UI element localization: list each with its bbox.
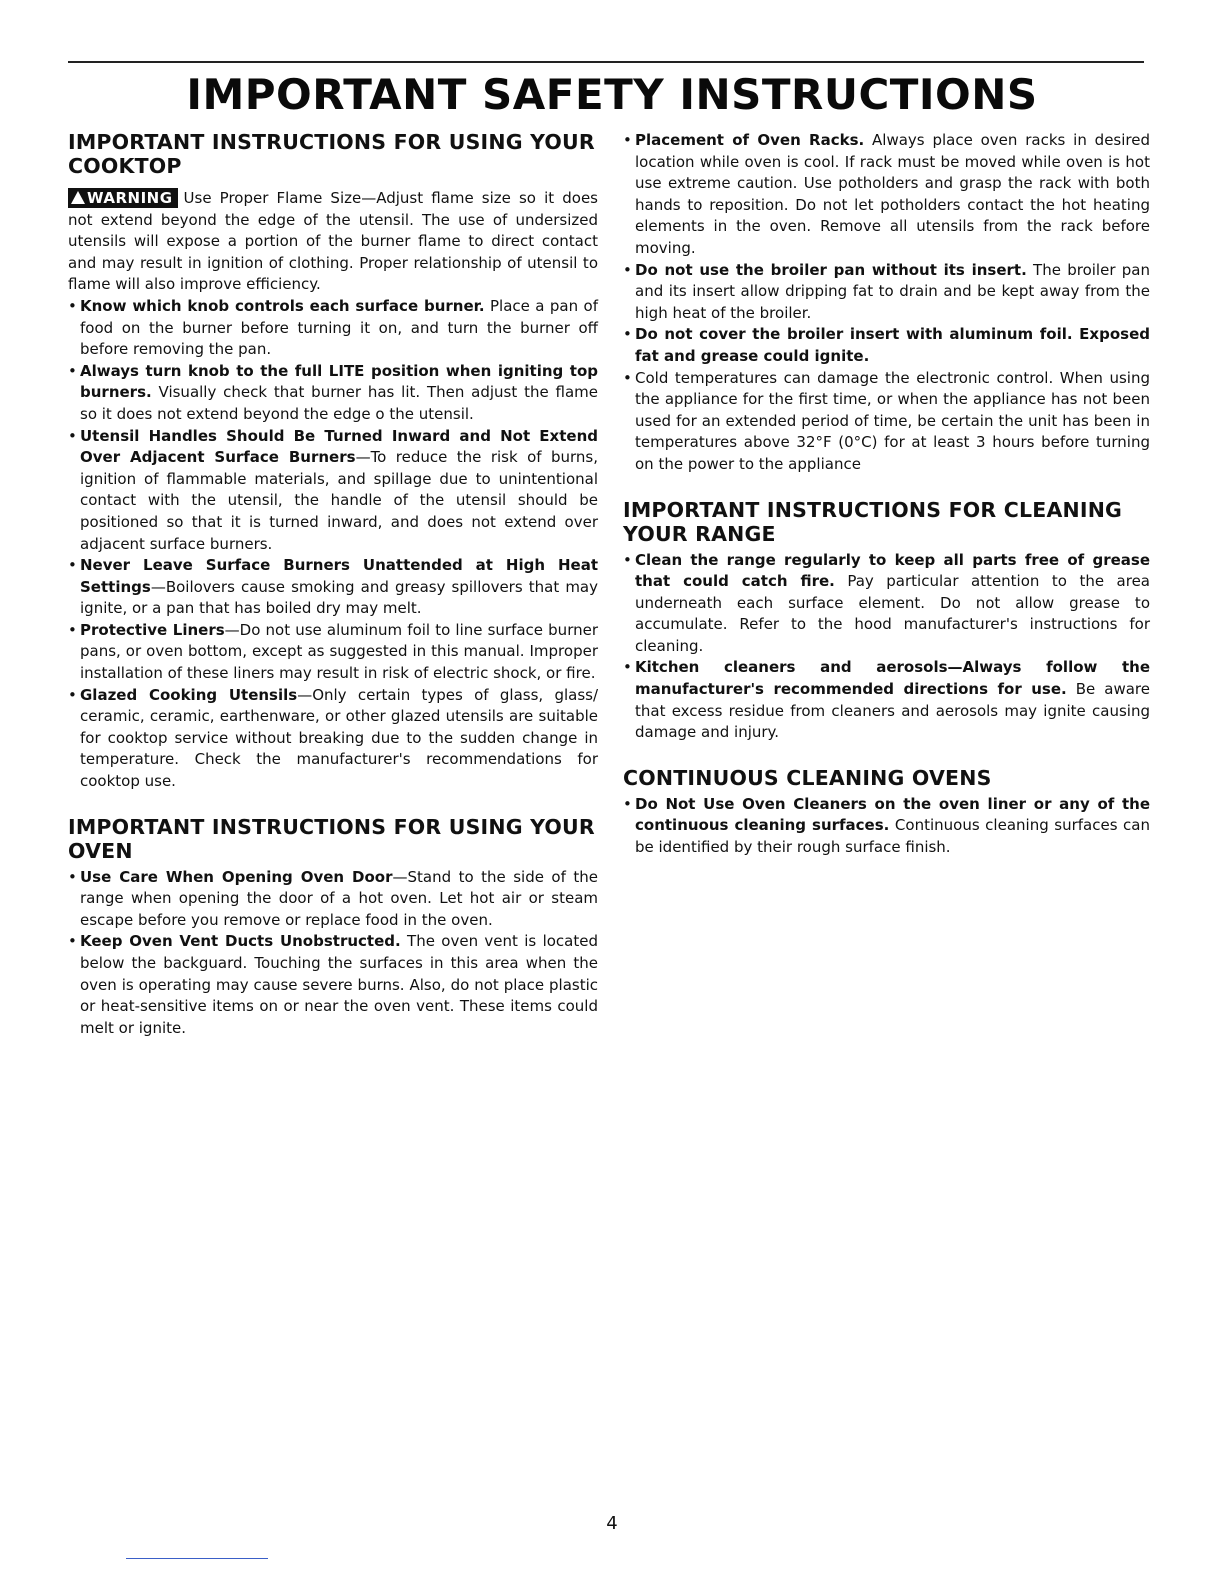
bullet-bold-text: Utensil Handles Should Be Turned Inward and Not Extend Over Adjacent Surface Burners (80, 426, 598, 467)
page-number: 4 (606, 1513, 618, 1534)
continuous-heading: CONTINUOUS CLEANING OVENS (623, 765, 992, 790)
cleaning-list (623, 550, 1150, 744)
bullet-text: —Only certain types of glass, glass/ ceramic, ceramic, earthenware, or other glazed utensils are suitable for cooktop service without breaking due to the sudden change in temperature. Check the manufacturer's recommendations for cooktop use. (80, 685, 599, 791)
bullet-item (68, 620, 598, 685)
bullet-bold-text: Use Care When Opening Oven Door (80, 867, 393, 886)
cleaning-heading: IMPORTANT INSTRUCTIONS FOR CLEANING YOUR RANGE (623, 497, 1123, 546)
bullet-item (68, 296, 598, 361)
warning-text: Use Proper Flame Size—Adjust flame size so it does not extend beyond the edge of the utensil. The use of undersized utensils will expose a portion of the burner flame to direct contact and may result in ignition of clothing. Proper relationship of utensil to flame will also improve efficiency. (68, 189, 598, 294)
bullet-bold-text: Do not cover the broiler insert with aluminum foil. Exposed fat and grease could ignite. (635, 325, 1150, 365)
bullet-icon: • (68, 361, 77, 380)
bullet-icon: • (623, 794, 632, 813)
bullet-text: —Stand to the side of the range when opening the door of a hot oven. Let hot air or steam escape before you remove or replace food in the oven. (80, 867, 598, 929)
bullet-icon: • (68, 426, 77, 445)
bullet-text: The oven vent is located below the backguard. Touching the surfaces in this area when the oven is operating may cause severe burns. Also, do not place plastic or heat-sensitive items on or near the oven vent. These items could melt or ignite. (80, 932, 598, 1037)
bullet-icon: • (68, 685, 77, 704)
bullet-text: Pay particular attention to the area underneath each surface element. Do not allow grease to accumulate. Refer to the hood manufacturer's instructions for cleaning. (635, 572, 1150, 655)
left-column (68, 130, 598, 1039)
bullet-icon: • (68, 932, 77, 951)
bullet-bold-text: Protective Liners (80, 620, 225, 639)
warning-paragraph (68, 188, 598, 296)
bullet-icon: • (68, 296, 77, 315)
bullet-item (68, 685, 598, 793)
bullet-text: The broiler pan and its insert allow dripping fat to drain and be kept away from the high heat of the broiler. (635, 260, 1150, 322)
bullet-bold-text: Know which knob controls each surface burner. (80, 296, 485, 315)
bullet-icon: • (623, 368, 632, 387)
bullet-icon: • (68, 556, 77, 575)
continuous-list (623, 794, 1150, 859)
bullet-icon: • (623, 658, 632, 677)
bullet-bold-text: Do not use the broiler pan without its insert. (635, 260, 1027, 279)
oven-cont-list (623, 130, 1150, 476)
warning-badge (68, 188, 178, 208)
bullet-icon: • (623, 131, 632, 149)
bullet-bold-text: Glazed Cooking Utensils (80, 685, 298, 704)
page-title: IMPORTANT SAFETY INSTRUCTIONS (186, 70, 1038, 119)
bullet-text: —Do not use aluminum foil to line surface burner pans, or oven bottom, except as suggested in this manual. Improper installation of these liners may result in risk of electric shock, or fire. (80, 620, 598, 683)
bullet-text: Visually check that burner has lit. Then adjust the flame so it does not extend beyond the edge o the utensil. (80, 383, 598, 423)
cooktop-heading: IMPORTANT INSTRUCTIONS FOR USING YOUR COOKTOP (68, 130, 595, 178)
bullet-icon: • (68, 867, 77, 886)
bullet-icon: • (68, 620, 77, 639)
bullet-item (68, 931, 598, 1039)
bullet-item (623, 794, 1150, 859)
bullet-item (68, 867, 598, 932)
bullet-text: —To reduce the risk of burns, ignition of flammable materials, and spillage due to unintentional contact with the utensil, the handle of the utensil should be positioned so that it is turned inward, and does not extend over adjacent surface burners. (80, 448, 598, 553)
bullet-text: Continuous cleaning surfaces can be identified by their rough surface finish. (635, 816, 1151, 857)
bullet-bold-text: Kitchen cleaners and aerosols—Always follow the manufacturer's recommended directions for use. (635, 658, 1150, 699)
bullet-bold-text: Never Leave Surface Burners Unattended at High Heat Settings (80, 556, 598, 596)
cooktop-list (68, 296, 598, 793)
oven-list (68, 867, 598, 1040)
bullet-bold-text: Placement of Oven Racks. (635, 131, 865, 149)
bullet-icon: • (623, 550, 632, 569)
bullet-item (623, 368, 1150, 476)
bullet-item (623, 260, 1150, 325)
bullet-text: Always place oven racks in desired location while oven is cool. If rack must be moved while oven is hot use extreme caution. Use potholders and grasp the rack with both hands to reposition. Do not let potholders contact the hot heating elements in the oven. Remove all utensils from the rack before moving. (635, 131, 1150, 257)
warning-label: WARNING (87, 189, 173, 207)
oven-heading: IMPORTANT INSTRUCTIONS FOR USING YOUR OVEN (68, 814, 595, 863)
bullet-text: —Boilovers cause smoking and greasy spillovers that may ignite, or a pan that has boiled dry may melt. (80, 577, 598, 618)
top-rule (68, 61, 1144, 63)
warning-triangle-icon (71, 191, 85, 204)
bullet-icon: • (623, 260, 632, 279)
bullet-item (623, 130, 1150, 260)
bullet-item (623, 550, 1150, 658)
bullet-bold-text: Clean the range regularly to keep all parts free of grease that could catch fire. (635, 550, 1150, 591)
bottom-line (126, 1558, 268, 1559)
bullet-item (623, 324, 1150, 367)
bullet-text: Place a pan of food on the burner before turning it on, and turn the burner off before removing the pan. (80, 296, 598, 359)
right-column (623, 130, 1150, 859)
bullet-bold-text: Always turn knob to the full LITE position when igniting top burners. (80, 361, 598, 402)
bullet-icon: • (623, 325, 632, 344)
bullet-item (68, 555, 598, 620)
bullet-item (68, 361, 598, 426)
bullet-bold-text: Keep Oven Vent Ducts Unobstructed. (80, 932, 401, 951)
bullet-item (623, 657, 1150, 743)
bullet-text: Be aware that excess residue from cleaners and aerosols may ignite causing damage and injury. (635, 680, 1150, 742)
bullet-text: Cold temperatures can damage the electronic control. When using the appliance for the first time, or when the appliance has not been used for an extended period of time, be certain the unit has been in temperatures above 32°F (0°C) for at least 3 hours before turning on the power to the appliance (635, 368, 1150, 473)
bullet-item (68, 426, 598, 556)
bullet-bold-text: Do Not Use Oven Cleaners on the oven liner or any of the continuous cleaning surfaces. (635, 794, 1150, 835)
